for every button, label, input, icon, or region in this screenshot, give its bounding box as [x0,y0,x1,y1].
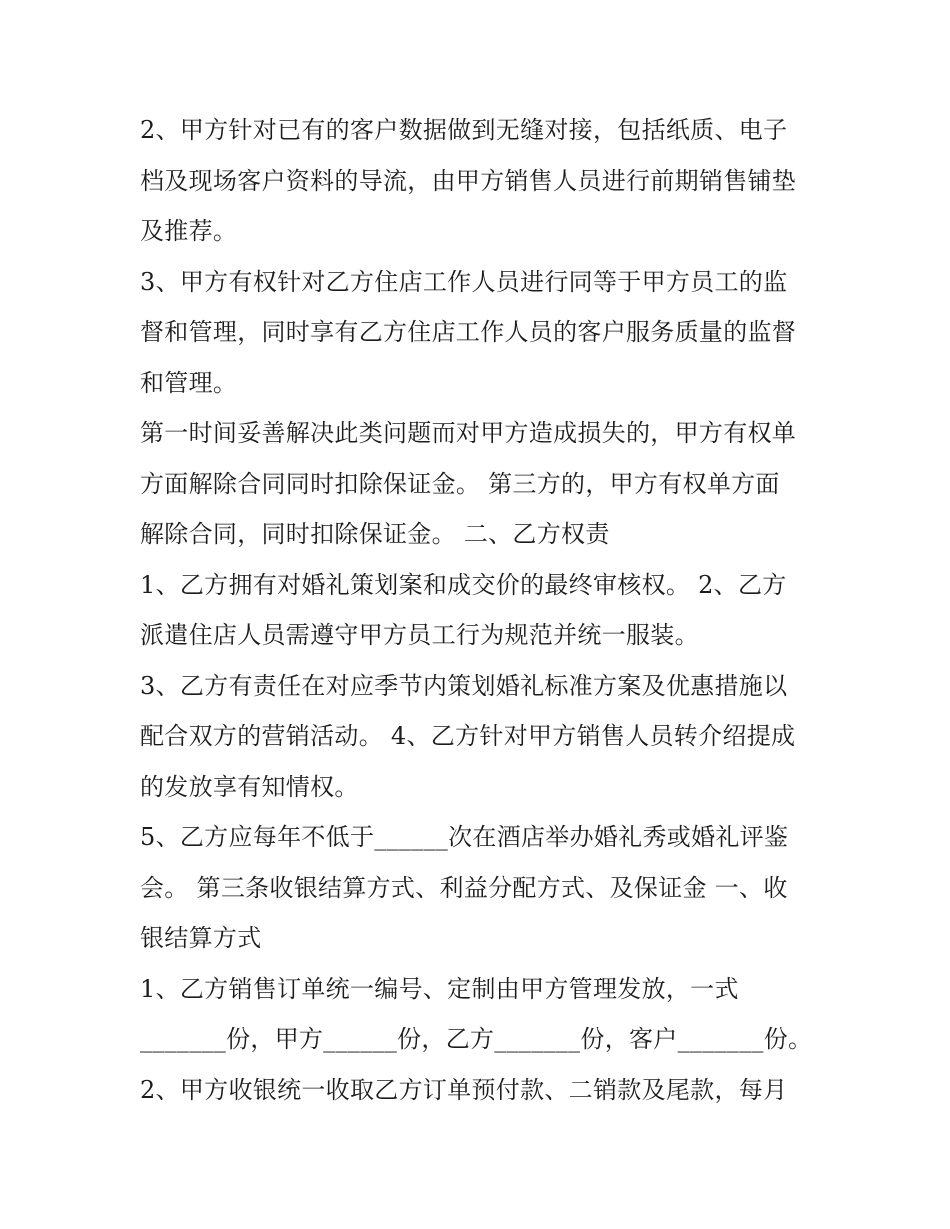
text-line: 会。 第三条收银结算方式、利益分配方式、及保证金 一、收 [140,873,788,902]
clause-jia-3 [140,257,820,409]
clause-yi-3-4 [140,661,820,813]
text-line: _______份，甲方______份，乙方_______份，客户_______份。 [140,1025,813,1053]
text-line: 督和管理，同时享有乙方住店工作人员的客户服务质量的监督 [140,318,797,346]
text-line: 2、甲方针对已有的客户数据做到无缝对接，包括纸质、电子 [140,116,788,144]
text-line: 档及现场客户资料的导流，由甲方销售人员进行前期销售铺垫 [140,166,797,195]
text-line: 1、乙方拥有对婚礼策划案和成交价的最终审核权。 2、乙方 [140,570,787,599]
clause-jia-2 [140,105,820,257]
text-line: 派遣住店人员需遵守甲方员工行为规范并统一服装。 [140,621,699,649]
text-line: 方面解除合同同时扣除保证金。 第三方的，甲方有权单方面 [140,469,780,498]
text-line: 5、乙方应每年不低于______次在酒店举办婚礼秀或婚礼评鉴 [140,823,789,851]
text-line: 和管理。 [140,368,238,397]
text-line: 银结算方式 [140,924,262,952]
text-line: 解除合同，同时扣除保证金。 二、乙方权责 [140,520,610,548]
text-line: 1、乙方销售订单统一编号、定制由甲方管理发放，一式 [140,974,739,1003]
clause-settlement-2 [140,1065,820,1116]
document-body [140,105,820,1115]
text-line: 3、乙方有责任在对应季节内策划婚礼标准方案及优惠措施以 [140,671,788,700]
text-line: 第一时间妥善解决此类问题而对甲方造成损失的，甲方有权单 [140,419,797,447]
clause-termination [140,408,820,560]
text-line: 及推荐。 [140,217,238,245]
text-line: 3、甲方有权针对乙方住店工作人员进行同等于甲方员工的监 [140,267,788,296]
text-line: 2、甲方收银统一收取乙方订单预付款、二销款及尾款，每月 [140,1075,788,1104]
clause-yi-1-2 [140,560,820,661]
clause-yi-5 [140,812,820,964]
text-line: 配合双方的营销活动。 4、乙方针对甲方销售人员转介绍提成 [140,722,796,750]
text-line: 的发放享有知情权。 [140,772,359,801]
clause-settlement-1 [140,964,820,1065]
